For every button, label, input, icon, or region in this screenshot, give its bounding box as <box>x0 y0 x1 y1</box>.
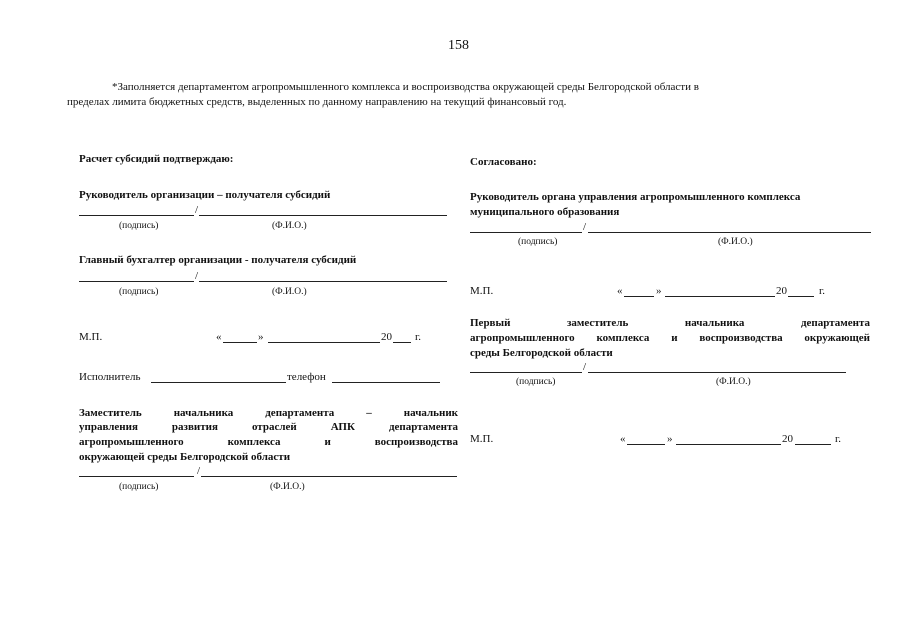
slash: / <box>195 270 199 282</box>
right-heading: Согласовано: <box>470 156 537 168</box>
date-day-field[interactable] <box>223 342 257 343</box>
fio-caption: (Ф.И.О.) <box>718 237 753 247</box>
deputy-signature-line[interactable] <box>79 476 194 477</box>
slash: / <box>583 221 587 233</box>
date-year-field[interactable] <box>393 342 411 343</box>
date-day-field[interactable] <box>624 296 654 297</box>
date-year-field[interactable] <box>788 296 814 297</box>
executor-field[interactable] <box>151 382 286 383</box>
date-year-prefix: 20 <box>776 285 787 297</box>
left-heading: Расчет субсидий подтверждаю: <box>79 153 234 165</box>
date-year-suffix: г. <box>819 285 826 297</box>
first-deputy-line-3: среды Белгородской области <box>470 347 613 359</box>
date-quote-close: » <box>656 285 662 297</box>
slash: / <box>195 204 199 216</box>
first-deputy-signature-line[interactable] <box>470 372 582 373</box>
first-deputy-fio-line[interactable] <box>588 372 846 373</box>
signature-caption: (подпись) <box>119 482 159 492</box>
signature-caption: (подпись) <box>518 237 558 247</box>
accountant-signature-line[interactable] <box>79 281 194 282</box>
phone-field[interactable] <box>332 382 440 383</box>
municipal-head-line-1: Руководитель органа управления агропромышленного комплекса <box>470 191 801 203</box>
fio-caption: (Ф.И.О.) <box>272 287 307 297</box>
left-mp-label: М.П. <box>79 331 103 343</box>
date-year-prefix: 20 <box>381 331 392 343</box>
head-org-fio-line[interactable] <box>199 215 447 216</box>
fio-caption: (Ф.И.О.) <box>270 482 305 492</box>
signature-caption: (подпись) <box>119 221 159 231</box>
first-deputy-line-1: Первый заместитель начальника департамента <box>470 317 870 329</box>
deputy-title-line-1: Заместитель начальника департамента – начальник <box>79 407 458 419</box>
municipal-signature-line[interactable] <box>470 232 582 233</box>
slash: / <box>583 361 587 373</box>
accountant-fio-line[interactable] <box>199 281 447 282</box>
footnote-line-1: *Заполняется департаментом агропромышленного комплекса и воспроизводства окружающей среды Белгородской области в <box>112 81 699 93</box>
right-mp-label: М.П. <box>470 285 494 297</box>
fio-caption: (Ф.И.О.) <box>716 377 751 387</box>
chief-accountant-title: Главный бухгалтер организации - получателя субсидий <box>79 254 357 266</box>
first-deputy-line-2: агропромышленного комплекса и воспроизводства окружающей <box>470 332 870 344</box>
signature-caption: (подпись) <box>119 287 159 297</box>
date-quote-open: « <box>216 331 222 343</box>
date-month-field[interactable] <box>665 296 775 297</box>
municipal-head-line-2: муниципального образования <box>470 206 620 218</box>
date-quote-open: « <box>617 285 623 297</box>
date-quote-close: » <box>667 433 673 445</box>
date-day-field[interactable] <box>627 444 665 445</box>
date-year-prefix: 20 <box>782 433 793 445</box>
fio-caption: (Ф.И.О.) <box>272 221 307 231</box>
date-quote-open: « <box>620 433 626 445</box>
phone-label: телефон <box>287 371 326 383</box>
date-year-field[interactable] <box>795 444 831 445</box>
date-year-suffix: г. <box>835 433 842 445</box>
footnote-line-2: пределах лимита бюджетных средств, выделенных по данному направлению на текущий финансовый год. <box>67 96 567 108</box>
deputy-title-line-3: агропромышленного комплекса и воспроизводства <box>79 436 458 448</box>
deputy-title-line-4: окружающей среды Белгородской области <box>79 451 291 463</box>
signature-caption: (подпись) <box>516 377 556 387</box>
deputy-title-line-2: управления развития отраслей АПК департамента <box>79 421 458 433</box>
slash: / <box>197 465 201 477</box>
deputy-fio-line[interactable] <box>201 476 457 477</box>
date-month-field[interactable] <box>676 444 781 445</box>
municipal-fio-line[interactable] <box>588 232 871 233</box>
head-org-title: Руководитель организации – получателя субсидий <box>79 189 331 201</box>
date-year-suffix: г. <box>415 331 422 343</box>
head-org-signature-line[interactable] <box>79 215 194 216</box>
executor-label: Исполнитель <box>79 371 141 383</box>
page-number: 158 <box>448 38 469 53</box>
date-quote-close: » <box>258 331 264 343</box>
right-mp-label-2: М.П. <box>470 433 494 445</box>
date-month-field[interactable] <box>268 342 380 343</box>
